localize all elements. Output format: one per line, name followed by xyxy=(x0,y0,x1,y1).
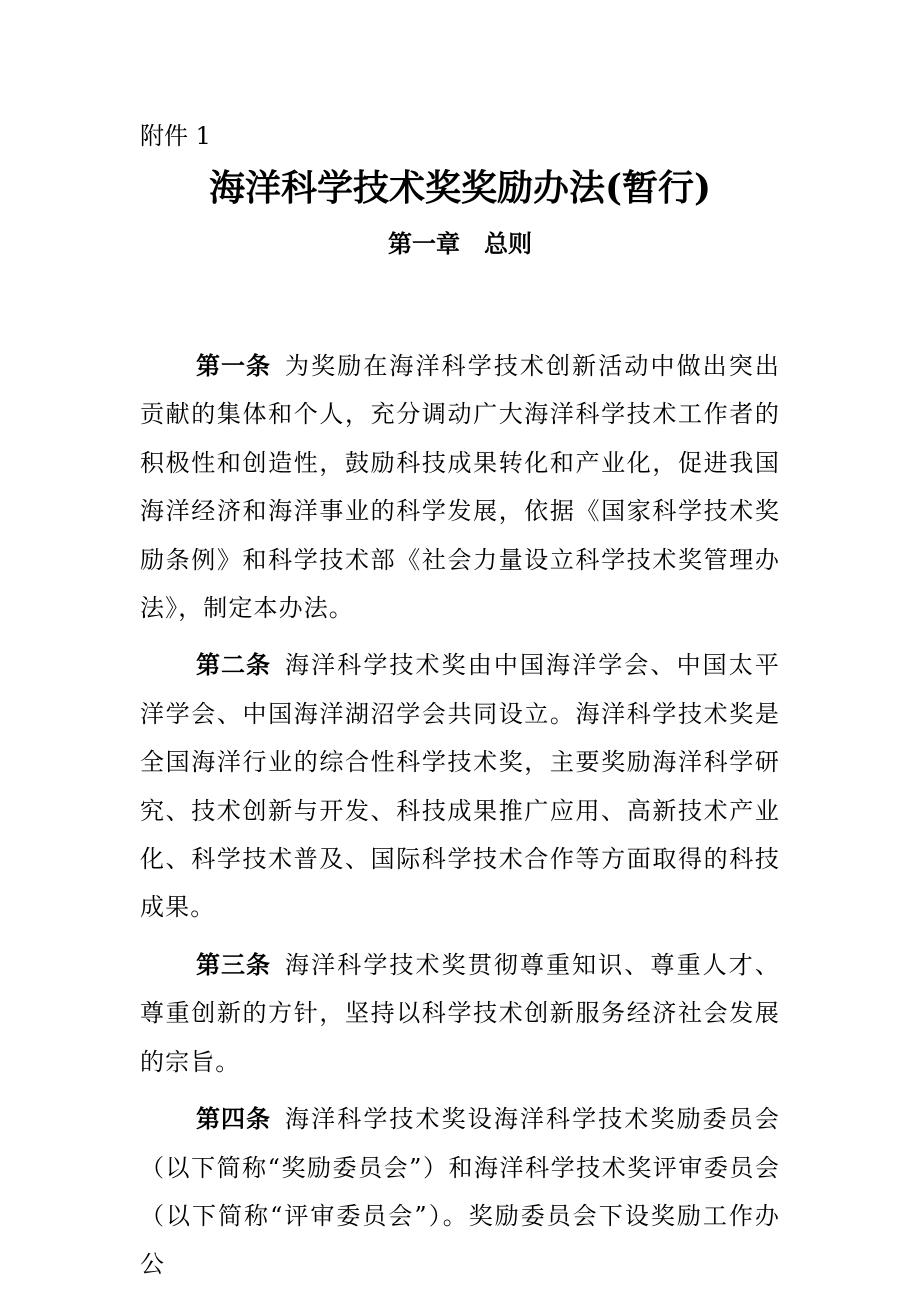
document-title: 海洋科学技术奖奖励办法(暂行) xyxy=(208,167,712,209)
article-label: 第四条 xyxy=(196,1104,272,1134)
article-2 xyxy=(140,641,780,931)
chapter-heading xyxy=(0,226,920,262)
attachment-label: 附件 1 xyxy=(140,122,211,150)
article-text: 海洋科学技术奖设海洋科学技术奖励委员会（以下简称“奖励委员会”）和海洋科学技术奖评审委员会（以下简称“评审委员会”）。奖励委员会下设奖励工作办公 xyxy=(140,1105,780,1279)
article-3 xyxy=(140,941,780,1086)
article-4 xyxy=(140,1095,780,1289)
chapter-number: 第一章 xyxy=(388,229,460,258)
article-text: 为奖励在海洋科学技术创新活动中做出突出贡献的集体和个人，充分调动广大海洋科学技术工作者的积极性和创造性，鼓励科技成果转化和产业化，促进我国海洋经济和海洋事业的科学发展，依据《国家科学技术奖励条例》和科学技术部《社会力量设立科学技术奖管理办法》，制定本办法。 xyxy=(140,352,780,623)
article-label: 第二条 xyxy=(196,650,272,680)
article-text: 海洋科学技术奖由中国海洋学会、中国太平洋学会、中国海洋湖沼学会共同设立。海洋科学技术奖是全国海洋行业的综合性科学技术奖，主要奖励海洋科学研究、技术创新与开发、科技成果推广应用、高新技术产业化、科学技术普及、国际科学技术合作等方面取得的科技成果。 xyxy=(140,651,780,922)
article-text: 海洋科学技术奖贯彻尊重知识、尊重人才、尊重创新的方针，坚持以科学技术创新服务经济社会发展的宗旨。 xyxy=(140,950,780,1076)
article-label: 第三条 xyxy=(196,949,272,979)
article-1 xyxy=(140,342,780,632)
document-body xyxy=(140,342,780,1298)
article-label: 第一条 xyxy=(196,351,272,380)
chapter-name: 总则 xyxy=(484,229,532,258)
